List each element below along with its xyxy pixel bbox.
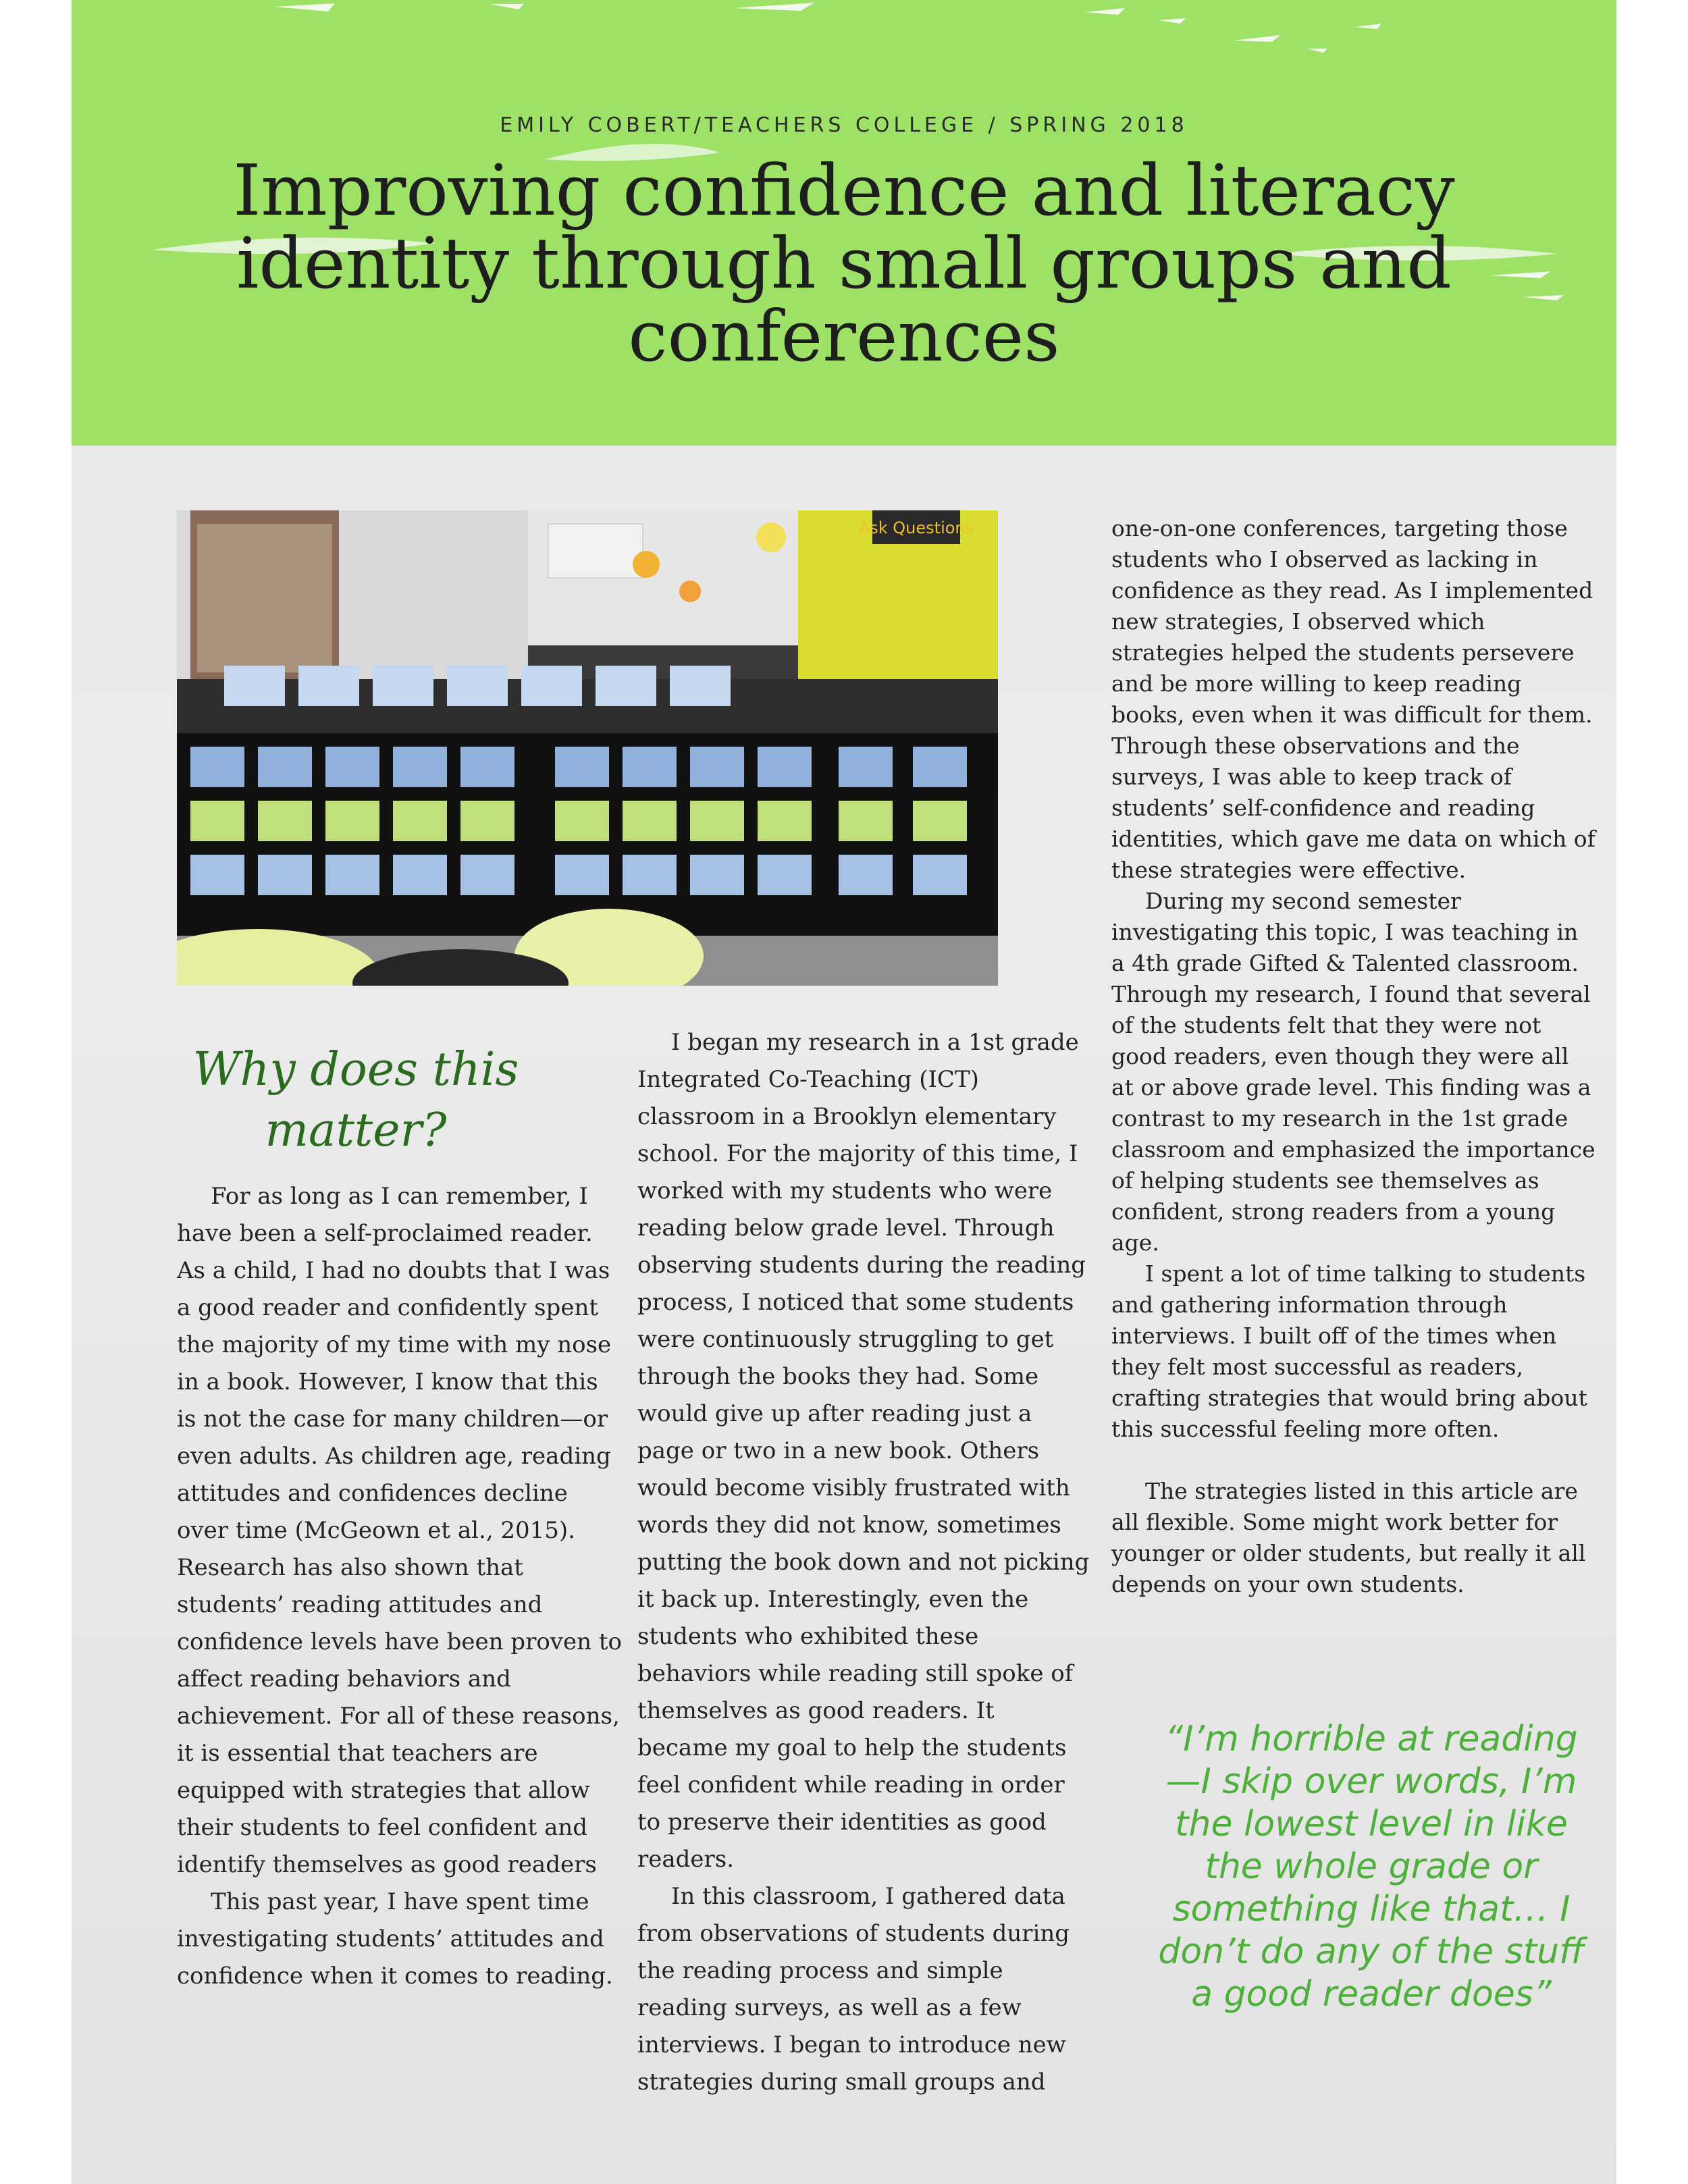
- bookshelf-illustration: [177, 510, 998, 986]
- paragraph: For as long as I can remember, I have been a self-proclaimed reader. As a child, I had no doubts that I was a good reader and confidently spent the majority of my time with my nose in a book. However, I know that this is not the case for many children—or even adults. As children age, reading attitudes and confidences decline over time (McGeown et al., 2015). Research has also shown that students’ reading attitudes and confidence levels have been proven to affect reading behaviors and achievement. For all of these reasons, it is essential that teachers are equipped with strategies that allow their students to feel confident and identify themselves as good readers: [177, 1183, 622, 1878]
- section-heading: Why does this matter?: [192, 1043, 519, 1157]
- paragraph: one-on-one conferences, targeting those students who I observed as lacking in confidence as they read. As I implemented new strategies, I observed which strategies helped the students persevere and be more willing to keep reading books, even when it was difficult for them. Through these observations and the surveys, I was able to keep track of students’ self-confidence and reading identities, which gave me data on which of these strategies were effective.: [1111, 515, 1595, 883]
- pull-quote: “I’m horrible at reading—I skip over words, I’m the lowest level in like the whole grade or something like that… I don’t do any of the stuff a good reader does”: [1158, 1719, 1585, 2015]
- paragraph: I began my research in a 1st grade Integrated Co-Teaching (ICT) classroom in a Brooklyn elementary school. For the majority of this time, I worked with my students who were reading below grade level. Through observing students during the reading process, I noticed that some students were continuously struggling to get through the books they had. Some would give up after reading just a page or two in a new book. Others would become visibly frustrated with words they did not know, sometimes putting the book down and not picking it back up. Interestingly, even the students who exhibited these behaviors while reading still spoke of themselves as good readers. It became my goal to help the students feel confident while reading in order to preserve their identities as good readers.: [637, 1029, 1090, 1873]
- paragraph: During my second semester investigating this topic, I was teaching in a 4th grade Gifted & Talented classroom. Through my research, I found that several of the students felt that they were not good readers, even though they were all at or above grade level. This finding was a contrast to my research in the 1st grade classroom and emphasized the importance of helping students see themselves as confident, strong readers from a young age.: [1111, 888, 1595, 1256]
- paragraph: In this classroom, I gathered data from observations of students during the reading process and simple reading surveys, as well as a few interviews. I began to introduce new strategies during small groups and: [637, 1883, 1070, 2096]
- classroom-library-photo: [177, 510, 998, 986]
- paragraph: The strategies listed in this article are all flexible. Some might work better for younger or older students, but really it all depends on your own students.: [1111, 1478, 1586, 1597]
- column-middle: [637, 1024, 1090, 2101]
- column-left: [177, 1178, 623, 1995]
- torn-edge-decoration: [72, 378, 1616, 473]
- column-right: [1111, 513, 1598, 1600]
- page: [72, 0, 1616, 2184]
- paragraph: I spent a lot of time talking to students and gathering information through interviews. I built off of the times when they felt most successful as readers, crafting strategies that would bring about this successful feeling more often.: [1111, 1260, 1587, 1442]
- article-subtitle: EMILY COBERT/TEACHERS COLLEGE / SPRING 2018: [500, 113, 1188, 137]
- poster-label: Ask Questions: [858, 518, 974, 537]
- spacer: [1111, 1445, 1598, 1476]
- article-title: Improving confidence and literacy identity through small groups and conferences: [233, 149, 1455, 377]
- paragraph: This past year, I have spent time investigating students’ attitudes and confidence when it comes to reading.: [177, 1888, 613, 1990]
